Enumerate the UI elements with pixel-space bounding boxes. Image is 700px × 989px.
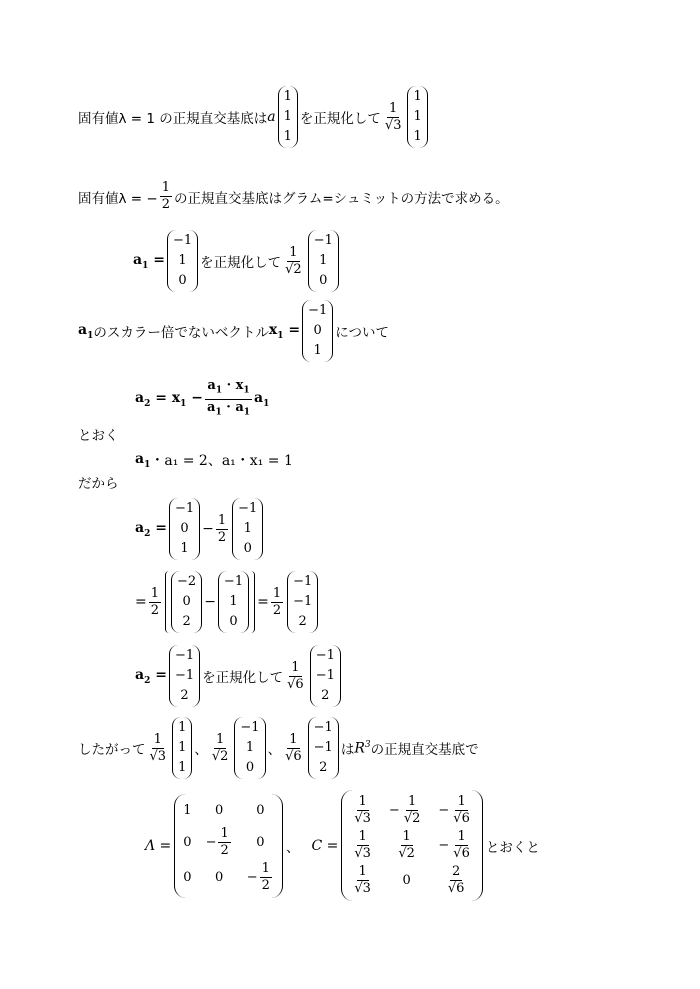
text: を正規化して (200, 255, 282, 271)
vector: −1 1 0 (308, 230, 339, 292)
fraction: $\frac{1}{2}$ (217, 512, 227, 545)
vector: −1 0 1 (169, 498, 200, 560)
fraction: $\frac{1}{2}$ (150, 585, 160, 618)
line-matrices (145, 790, 540, 901)
text: 固有値λ = 1 の正規直交基底は (78, 111, 268, 127)
line-text (78, 424, 119, 444)
text: を正規化して (202, 670, 284, 686)
vector: −1 1 0 (232, 498, 263, 560)
line-eigen-1 (78, 86, 430, 148)
line-dot-products (135, 450, 293, 470)
symbol: $a_2$ = (135, 666, 167, 686)
vector: −1 1 0 (234, 717, 265, 779)
fraction: $\frac{a_1 \cdot x_1}{a_1 \cdot a_1}$ (207, 378, 251, 418)
line-a1 (133, 230, 341, 292)
vector: −1 0 1 (302, 300, 333, 362)
fraction: $\frac{1}{√6}$ (285, 731, 302, 764)
text: ・a₁ = 2、a₁・x₁ = 1 (150, 453, 293, 469)
text: したがって (78, 742, 146, 758)
line-a2-calc: $a_2$ = −1 0 1 − $\frac{1}{2}$ −1 1 0 (135, 498, 265, 560)
vector: 1 1 1 (172, 717, 192, 779)
separator: 、 (267, 742, 282, 758)
line-a2-calc-2: = $\frac{1}{2}$ −2 0 2 − −1 1 0 = $\frac{1}{2}$ −1 −1 2 (135, 571, 320, 633)
matrix-c: $\frac{1}{√3}$ − $\frac{1}{√2}$ − $\frac{1}{√6}$ $\frac{1}{√3}$ $\frac{1}{√2}$ − $\frac{1}{√6}$ $\frac{1}{√3}$ 0 $\frac{2}{√6}$ (341, 790, 483, 901)
vector: −1 −1 2 (169, 645, 200, 707)
symbol: $a_2 = x_1$ − (135, 389, 204, 409)
vector: 1 1 1 (407, 86, 427, 148)
matrix-lambda: 1 0 0 0 − $\frac{1}{2}$ 0 0 0 − $\frac{1}{2}$ (174, 794, 283, 898)
text: だから (78, 476, 119, 492)
text: とおくと (485, 839, 540, 856)
text: 固有値λ = − (78, 190, 158, 207)
fraction: $\frac{1}{2}$ (161, 180, 170, 212)
vector: −1 1 0 (218, 571, 249, 633)
text: の正規直交基底で (370, 742, 479, 758)
text: の正規直交基底はグラム=シュミットの方法で求める。 (173, 190, 509, 207)
fraction: $\frac{1}{√6}$ (287, 659, 304, 692)
fraction: $\frac{1}{√3}$ (149, 731, 167, 764)
symbol: $a_1$ (254, 389, 270, 409)
line-text (78, 472, 119, 492)
vector: −2 0 2 (171, 571, 202, 633)
vector: 1 1 1 (278, 86, 298, 148)
vector: −1 −1 2 (310, 645, 341, 707)
text: のスカラー倍でないベクトル (93, 325, 269, 341)
symbol-a: a (267, 109, 276, 125)
symbol: $a_2$ = (135, 519, 167, 539)
line-basis (78, 717, 479, 779)
line-a2-formula (135, 378, 269, 420)
brace-group: −2 0 2 − −1 1 0 (165, 571, 255, 633)
symbol: $a_1$ = (133, 251, 165, 271)
fraction: $\frac{1}{√3}$ (384, 100, 402, 133)
fraction: $\frac{1}{√2}$ (285, 244, 302, 277)
vector: −1 −1 2 (308, 717, 339, 779)
vector: −1 −1 2 (287, 571, 318, 633)
text: とおく (78, 428, 119, 444)
symbol: $a_1$ (135, 450, 151, 470)
symbol: $a_1$ (78, 321, 94, 341)
text: について (335, 325, 389, 341)
separator: 、 (194, 742, 208, 758)
separator: 、 (285, 839, 300, 856)
fraction: $\frac{1}{2}$ (272, 585, 282, 618)
fraction: $\frac{1}{√2}$ (211, 731, 229, 764)
line-a2-normalize (135, 645, 343, 707)
line-x1 (78, 300, 389, 362)
symbol: $R^3$ (354, 739, 371, 757)
line-eigen-2 (78, 180, 509, 213)
text: を正規化して (299, 111, 381, 127)
symbol: Λ = (145, 837, 172, 854)
symbol: C = (311, 837, 339, 854)
text: は (340, 742, 355, 758)
symbol: $x_1$ = (268, 321, 301, 341)
vector: −1 1 0 (167, 230, 198, 292)
